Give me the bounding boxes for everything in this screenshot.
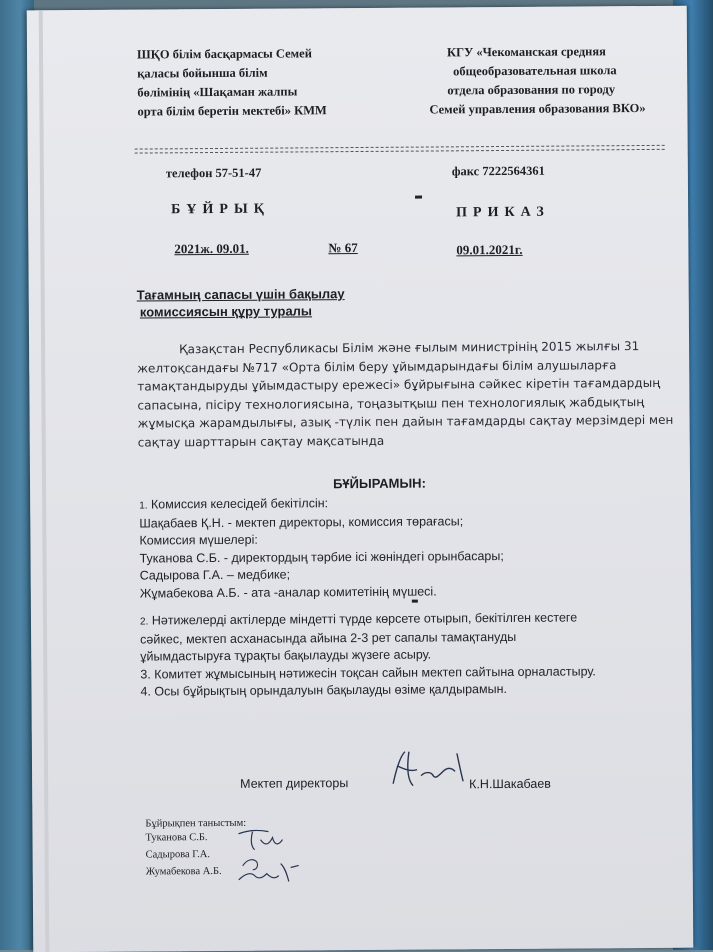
phone-number: телефон 57-51-47 — [165, 165, 262, 181]
ack-name: Туканова С.Б. — [145, 832, 208, 844]
item-2-4-block — [140, 609, 611, 701]
list-item — [140, 609, 610, 666]
item-text: Комиссия келесідей бекітілсін: — [150, 496, 329, 512]
commission-member: Туканова С.Б. - директордың тәрбие ісі жөніндегі орынбасары; — [139, 548, 504, 566]
ack-name: Садырова Г.А. — [145, 849, 211, 861]
header-divider — [135, 149, 665, 154]
item-1-block — [139, 493, 620, 602]
commission-member: Жұмабекова А.Б. - ата -аналар комитетінің мүшесі. — [139, 583, 437, 601]
order-number: № 67 — [328, 240, 358, 256]
members-label: Комиссия мүшелері: — [139, 532, 258, 548]
preamble-paragraph: Қазақстан Республикасы Білім және ғылым министрінің 2015 жылғы 31 желтоқсандағы №717 «Орта білім беру ұйымдарындағы білім алушыларға тамақтандыруды ұйымдастыру ережесі» бұйрығына сәйкес кіретін тағамдардың сапасына, пісіру технологиясына, тоңазытқыш пен технологиялық жабдықтың жұмысқа жарамдылығы, азық -түлік пен дайын тағамдарды сақтау мерзімдері мен сақтау шарттарын сақтау мақсатында — [137, 339, 674, 450]
signer-position: Мектеп директоры — [240, 776, 349, 791]
header-right-line: Семей управления образования ВКО» — [429, 100, 646, 117]
commission-member: Садырова Г.А. – медбике; — [139, 567, 291, 583]
list-item: 4. Осы бұйрықтың орындалуын бақылауды өзіме қалдырамын. — [140, 681, 507, 699]
order-date-ru: 09.01.2021г. — [456, 241, 523, 258]
subject-line: Тағамның сапасы үшін бақылау — [136, 286, 345, 303]
fax-number: факс 7222564361 — [451, 163, 545, 179]
item-text: Нәтижелерді актілерде міндетті түрде көрсете отырып, бекітілген кестеге сәйкес, мектеп асханасында айына 2-3 рет сапалы тамақтануды ұйымдастыруға тұрақты бақылауды жүзеге асыру. — [140, 610, 578, 664]
ink-mark — [412, 600, 418, 603]
item-number: 1. — [139, 500, 148, 512]
title-kz: БҰЙРЫҚ — [171, 201, 270, 218]
header-left-line: орта білім беретін мектебі» КММ — [137, 103, 327, 119]
header-left-line: қаласы бойынша білім — [137, 65, 268, 81]
document-page — [27, 6, 694, 952]
title-ru: ПРИКАЗ — [456, 204, 550, 221]
ack-label: Бұйрықпен таныстым: — [145, 817, 247, 830]
header-left-line: ШҚО білім басқармасы Семей — [136, 46, 312, 62]
acknowledgement-block — [145, 817, 246, 880]
subject-line: комиссиясын құру туралы — [139, 303, 313, 320]
list-item: 3. Комитет жұмысының нәтижесін тоқсан сайын мектеп сайтына орналастыру. — [140, 663, 596, 682]
signer-name: К.Н.Шакабаев — [469, 776, 551, 792]
order-subject — [137, 285, 345, 320]
director-signature — [387, 745, 477, 801]
item-number: 2. — [139, 616, 149, 628]
header-right-line: КГУ «Чекоманская средняя — [446, 44, 606, 60]
header-left — [137, 44, 327, 121]
header-left-line: бөлімінің «Шақаман жалпы — [137, 84, 298, 100]
order-word: БҰЙЫРАМЫН: — [332, 475, 426, 492]
header-right — [427, 42, 673, 120]
ack-signatures — [234, 823, 315, 899]
header-right-line: общеобразовательная школа — [453, 63, 617, 79]
commission-chair: Шақабаев Қ.Н. - мектеп директоры, комиссия төрағасы; — [139, 513, 464, 531]
page-fold-shadow — [39, 10, 50, 952]
ack-name: Жумабекова А.Б. — [145, 865, 222, 878]
header-right-line: отдела образования по городу — [447, 82, 616, 98]
ink-mark — [415, 196, 422, 199]
order-date-kz: 2021ж. 09.01. — [174, 240, 249, 257]
